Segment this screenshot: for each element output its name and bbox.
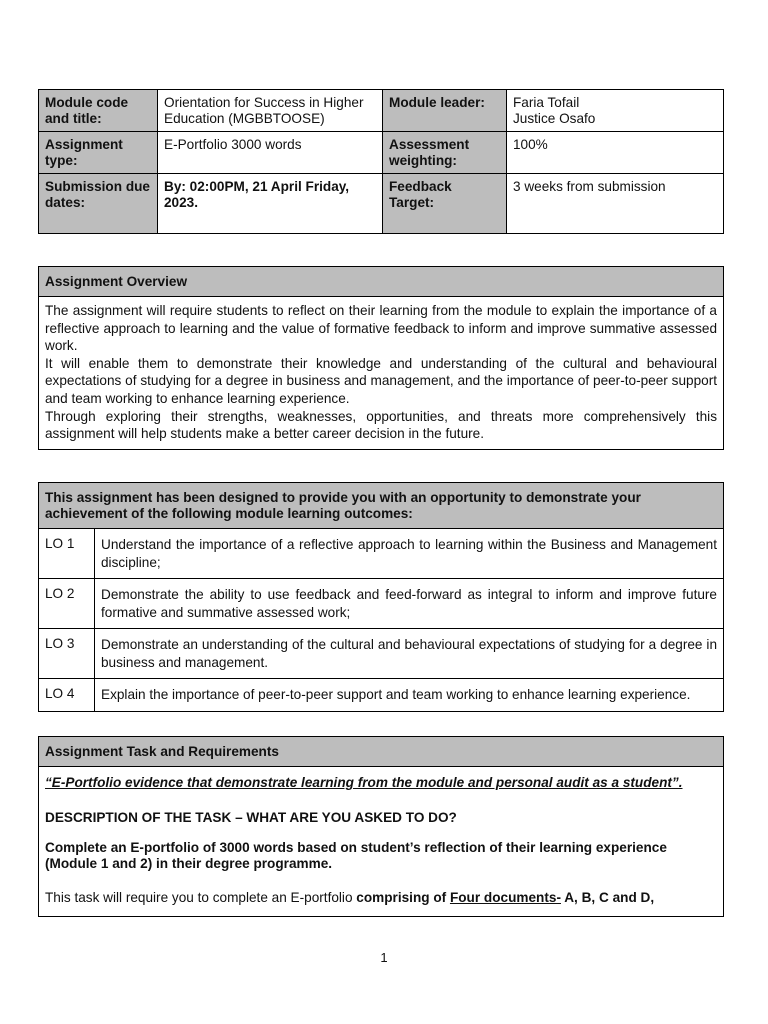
outcome-row xyxy=(39,629,724,679)
overview-body xyxy=(39,297,724,450)
outcome-text: Demonstrate an understanding of the cultural and behavioural expectations of studying for a degree in business and management. xyxy=(95,629,724,679)
assessment-weighting-value: 100% xyxy=(507,132,724,174)
feedback-value: 3 weeks from submission xyxy=(507,174,724,234)
task-quote: “E-Portfolio evidence that demonstrate learning from the module and personal audit as a student”. xyxy=(45,775,683,790)
task-requirement-text xyxy=(45,890,717,906)
module-leader-name-1: Faria Tofail xyxy=(513,95,580,110)
overview-paragraph-2: It will enable them to demonstrate their knowledge and understanding of the cultural and behavioural expectations of studying for a degree in business and management, and the importance of peer-to-peer support and team working to enhance learning experience. xyxy=(45,355,717,406)
assignment-type-label: Assignment type: xyxy=(39,132,158,174)
page-number: 1 xyxy=(380,950,388,965)
task-underlined: Four documents- xyxy=(449,890,561,905)
submission-value: By: 02:00PM, 21 April Friday, 2023. xyxy=(158,174,383,234)
task-complete-text: Complete an E-portfolio of 3000 words based on student’s reflection of their learning experience (Module 1 and 2) in their degree programme. xyxy=(45,840,667,871)
learning-outcomes-table xyxy=(38,482,724,712)
submission-label: Submission due dates: xyxy=(39,174,158,234)
outcome-row xyxy=(39,579,724,629)
assignment-overview-table xyxy=(38,266,724,450)
feedback-label: Feedback Target: xyxy=(383,174,507,234)
outcome-row xyxy=(39,529,724,579)
module-leader-value xyxy=(507,90,724,132)
outcome-text: Demonstrate the ability to use feedback and feed-forward as integral to inform and improve future formative and summative assessed work; xyxy=(95,579,724,629)
module-code-label: Module code and title: xyxy=(39,90,158,132)
assessment-weighting-label: Assessment weighting: xyxy=(383,132,507,174)
module-leader-label: Module leader: xyxy=(383,90,507,132)
outcome-code: LO 3 xyxy=(39,629,95,679)
overview-heading: Assignment Overview xyxy=(39,267,724,297)
task-requirements-table xyxy=(38,736,724,917)
overview-paragraph-3: Through exploring their strengths, weaknesses, opportunities, and threats more comprehensively this assignment will help students make a better career decision in the future. xyxy=(45,408,717,442)
task-suffix: A, B, C and D, xyxy=(560,890,655,905)
outcome-text: Explain the importance of peer-to-peer support and team working to enhance learning experience. xyxy=(95,679,724,712)
module-code-value: Orientation for Success in Higher Education (MGBBTOOSE) xyxy=(158,90,383,132)
outcome-code: LO 2 xyxy=(39,579,95,629)
outcome-code: LO 1 xyxy=(39,529,95,579)
task-bold: comprising of xyxy=(356,890,450,905)
task-description-heading: DESCRIPTION OF THE TASK – WHAT ARE YOU ASKED TO DO? xyxy=(45,810,457,825)
task-body xyxy=(39,767,724,917)
outcome-text: Understand the importance of a reflective approach to learning within the Business and Management discipline; xyxy=(95,529,724,579)
outcomes-heading: This assignment has been designed to provide you with an opportunity to demonstrate your achievement of the following module learning outcomes: xyxy=(39,483,724,529)
assignment-type-value: E-Portfolio 3000 words xyxy=(158,132,383,174)
outcome-row xyxy=(39,679,724,712)
task-heading: Assignment Task and Requirements xyxy=(39,737,724,767)
task-prefix: This task will require you to complete an E-portfolio xyxy=(45,890,357,905)
module-info-table xyxy=(38,89,724,234)
overview-paragraph-1: The assignment will require students to reflect on their learning from the module to explain the importance of a reflective approach to learning and the value of formative feedback to inform and improve summative assessed work. xyxy=(45,303,717,354)
outcome-code: LO 4 xyxy=(39,679,95,712)
module-leader-name-2: Justice Osafo xyxy=(513,111,596,126)
